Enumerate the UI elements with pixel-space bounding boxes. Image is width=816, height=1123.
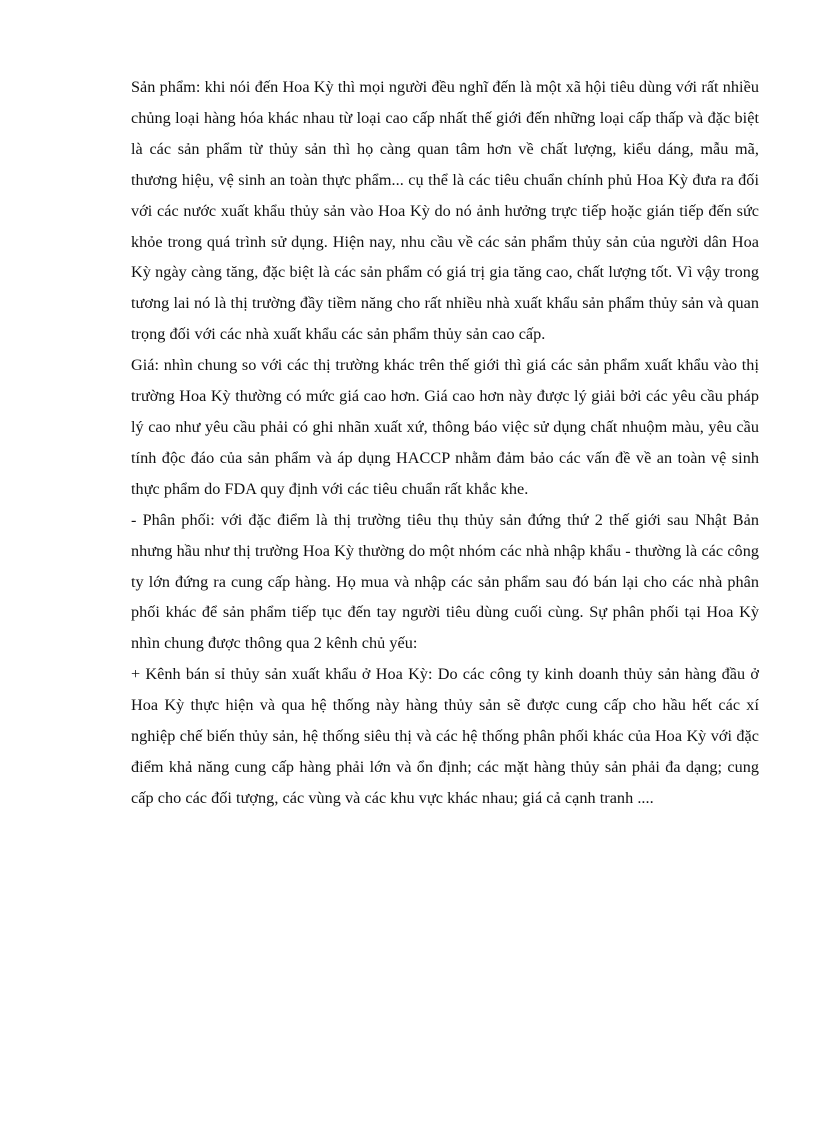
document-page (131, 72, 759, 814)
paragraph-product: Sản phẩm: khi nói đến Hoa Kỳ thì mọi người đều nghĩ đến là một xã hội tiêu dùng với rất nhiều chủng loại hàng hóa khác nhau từ loại cao cấp nhất thế giới đến những loại cấp thấp và đặc biệt là các sản phẩm từ thủy sản thì họ càng quan tâm hơn về chất lượng, kiểu dáng, mẫu mã, thương hiệu, vệ sinh an toàn thực phẩm... cụ thể là các tiêu chuẩn chính phủ Hoa Kỳ đưa ra đối với các nước xuất khẩu thủy sản vào Hoa Kỳ do nó ảnh hưởng trực tiếp hoặc gián tiếp đến sức khỏe trong quá trình sử dụng. Hiện nay, nhu cầu về các sản phẩm thủy sản của người dân Hoa Kỳ ngày càng tăng, đặc biệt là các sản phẩm có giá trị gia tăng cao, chất lượng tốt. Vì vậy trong tương lai nó là thị trường đầy tiềm năng cho rất nhiều nhà xuất khẩu sản phẩm thủy sản và quan trọng đối với các nhà xuất khẩu các sản phẩm thủy sản cao cấp. (131, 78, 759, 344)
paragraph-price: Giá: nhìn chung so với các thị trường khác trên thế giới thì giá các sản phẩm xuất khẩu vào thị trường Hoa Kỳ thường có mức giá cao hơn. Giá cao hơn này được lý giải bởi các yêu cầu pháp lý cao như yêu cầu phải có ghi nhãn xuất xứ, thông báo việc sử dụng chất nhuộm màu, yêu cầu tính độc đáo của sản phẩm và áp dụng HACCP nhằm đảm bảo các vấn đề về an toàn vệ sinh thực phẩm do FDA quy định với các tiêu chuẩn rất khắc khe. (131, 356, 759, 498)
paragraph-wholesale-channel: + Kênh bán sỉ thủy sản xuất khẩu ở Hoa Kỳ: Do các công ty kinh doanh thủy sản hàng đầu ở Hoa Kỳ thực hiện và qua hệ thống này hàng thủy sản sẽ được cung cấp cho hầu hết các xí nghiệp chế biến thủy sản, hệ thống siêu thị và các hệ thống phân phối khác của Hoa Kỳ với đặc điểm khả năng cung cấp hàng phải lớn và ổn định; các mặt hàng thủy sản phải đa dạng; cung cấp cho các đối tượng, các vùng và các khu vực khác nhau; giá cả cạnh tranh .... (131, 665, 759, 807)
paragraph-distribution: - Phân phối: với đặc điểm là thị trường tiêu thụ thủy sản đứng thứ 2 thế giới sau Nhật Bản nhưng hầu như thị trường Hoa Kỳ thường do một nhóm các nhà nhập khẩu - thường là các công ty lớn đứng ra cung cấp hàng. Họ mua và nhập các sản phẩm sau đó bán lại cho các nhà phân phối khác để sản phẩm tiếp tục đến tay người tiêu dùng cuối cùng. Sự phân phối tại Hoa Kỳ nhìn chung được thông qua 2 kênh chủ yếu: (131, 510, 759, 653)
